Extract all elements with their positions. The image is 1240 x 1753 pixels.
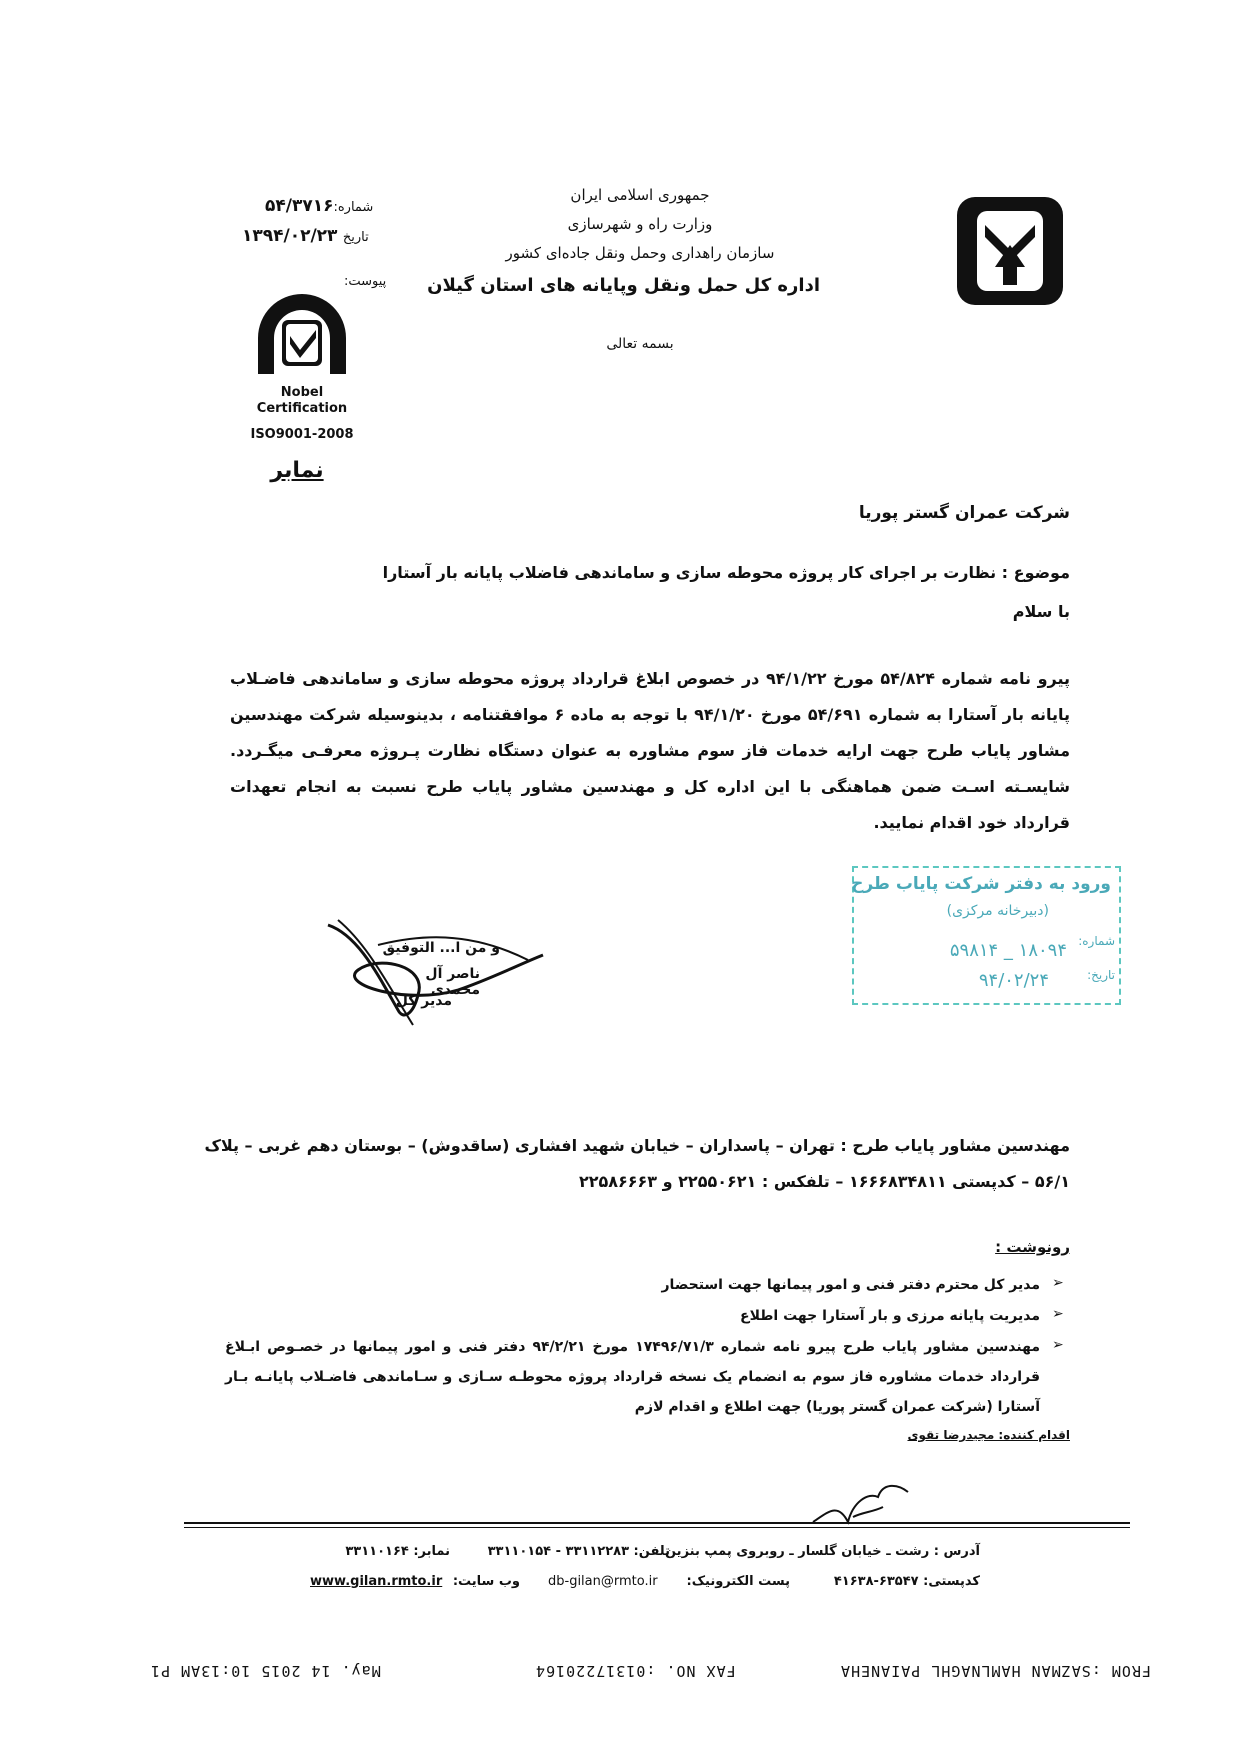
cc-item-2: مدیریت پایانه مرزی و بار آستارا جهت اطلاع: [740, 1308, 1040, 1324]
cc-bullet-icon: ➢: [1052, 1275, 1064, 1291]
stamp-title: ورود به دفتر شرکت پایاب طرح: [851, 874, 1111, 894]
signature-closing: و من ا... التوفیق: [382, 940, 500, 956]
footer-address: آدرس : رشت ـ خیابان گلسار ـ روبروی پمپ بنزین: [664, 1544, 980, 1559]
cc-bullet-icon: ➢: [1052, 1337, 1064, 1353]
footer-phone: تلفن: ۳۳۱۱۲۲۸۳ - ۳۳۱۱۰۱۵۴: [487, 1544, 670, 1559]
consultant-contact: ۵۶/۱ – کدپستی ۱۶۶۶۸۳۴۸۱۱ – تلفکس : ۲۲۵۵۰۶۲۱ و ۲۲۵۸۶۶۶۳: [578, 1172, 1070, 1191]
header-line-republic: جمهوری اسلامی ایران: [570, 186, 710, 204]
recipient: شرکت عمران گستر پوریا: [858, 503, 1070, 523]
fax-header-from: FROM :SAZMAN HAMLNAGHL PAIANEHA: [840, 1662, 1151, 1680]
letter-body: پیرو نامه شماره ۵۴/۸۲۴ مورخ ۹۴/۱/۲۲ در خصوص ابلاغ قرارداد پروژه محوطه سازی و ساماندهی فاضـلاب پایانه بار آستارا به شماره ۵۴/۶۹۱ مورخ ۹۴/۱/۲۰ با توجه به ماده ۶ موافقتنامه ، بدینوسیله شرکت مهندسین مشاور پایاب طرح جهت ارایه خدمات فاز سوم مشاوره به عنوان دستگاه نظارت پـروژه معرفـی میگـردد. شایسـته اسـت ضمن هماهنگی با این اداره کل و مهندسین مشاور پایاب طرح نسبت به انجام تعهدات قرارداد خود اقدام نمایید.: [230, 669, 1071, 832]
letter-number-value: ۵۴/۳۷۱۶: [265, 196, 334, 216]
stamp-number-label: شماره:: [1078, 934, 1115, 948]
signature-title: مدیر کل: [395, 993, 452, 1009]
subject: موضوع : نظارت بر اجرای کار پروژه محوطه سازی و ساماندهی فاضلاب پایانه بار آستارا: [382, 563, 1070, 582]
cert-line-nobel: Nobel: [280, 385, 324, 400]
cc-label: رونوشت :: [995, 1238, 1070, 1256]
footer-email-label: پست الکترونیک:: [686, 1574, 790, 1589]
stamp-subtitle: (دبیرخانه مرکزی): [946, 903, 1049, 919]
letter-attachment-label: پیوست:: [344, 274, 387, 289]
received-stamp: [852, 866, 1121, 1005]
stamp-date-label: تاریخ:: [1087, 968, 1115, 982]
cc-bullet-icon: ➢: [1052, 1306, 1064, 1322]
bismillah: بسمه تعالی: [606, 336, 674, 352]
letter-date-value: ۱۳۹۴/۰۲/۲۳: [242, 226, 338, 246]
header-line-ministry: وزارت راه و شهرسازی: [567, 215, 713, 233]
fax-label: نمابر: [270, 458, 324, 483]
footer-fax: نمابر: ۳۳۱۱۰۱۶۴: [345, 1544, 450, 1559]
header-line-organization: سازمان راهداری وحمل ونقل جاده‌ای کشور: [505, 244, 775, 262]
letter-attachment: [344, 270, 386, 290]
greeting: با سلام: [1012, 602, 1070, 621]
footer-divider: [184, 1522, 1130, 1524]
certification-logo: [252, 292, 352, 384]
letter-date: [242, 226, 369, 246]
stamp-number-value: ۱۸۰۹۴ _ ۵۹۸۱۴: [949, 940, 1067, 961]
cert-line-iso: ISO9001-2008: [250, 427, 354, 442]
footer-postal-code: کدپستی: ۶۳۵۴۷-۴۱۶۳۸: [833, 1574, 980, 1589]
stamp-date-value: ۹۴/۰۲/۲۴: [978, 970, 1049, 991]
fax-header-date: May. 14 2015 10:13AM P1: [150, 1662, 381, 1680]
fax-header-number: FAX NO. :01317220164: [535, 1662, 736, 1680]
header-line-department: اداره کل حمل ونقل وپایانه های استان گیلان: [427, 275, 820, 296]
letter-date-label: تاریخ: [342, 230, 369, 245]
signature-name: ناصر آل محمدی: [425, 966, 480, 998]
ministry-logo: [955, 195, 1065, 307]
footer-website[interactable]: www.gilan.rmto.ir: [310, 1574, 443, 1589]
footer-email[interactable]: db-gilan@rmto.ir: [548, 1574, 658, 1589]
cert-line-certification: Certification: [256, 401, 348, 416]
letter-number: [265, 196, 373, 216]
footer-divider: [184, 1527, 1130, 1528]
cc-item-3: مهندسین مشاور پایاب طرح پیرو نامه شماره ۱۷۴۹۶/۷۱/۳ مورخ ۹۴/۲/۲۱ دفتر فنی و امور پیمانها در خصـوص ابـلاغ قرارداد خدمات مشاوره فاز سوم به انضمام یک نسخه قرارداد پروژه محوطـه سـازی و سـاماندهی فاضـلاب پایانـه بـار آستارا (شرکت عمران گستر پوریا) جهت اطلاع و اقدام لازم: [225, 1339, 1041, 1415]
footer-website-label: وب سایت:: [452, 1574, 520, 1589]
prepared-by: اقدام کننده: مجیدرضا تقوی: [907, 1428, 1070, 1442]
letter-number-label: شماره:: [333, 200, 374, 215]
consultant-address: مهندسین مشاور پایاب طرح : تهران – پاسداران – خیابان شهید افشاری (ساقدوش) – بوستان دهم غربی – پلاک: [204, 1136, 1070, 1155]
cc-item-1: مدیر کل محترم دفتر فنی و امور پیمانها جهت استحضار: [661, 1277, 1040, 1293]
